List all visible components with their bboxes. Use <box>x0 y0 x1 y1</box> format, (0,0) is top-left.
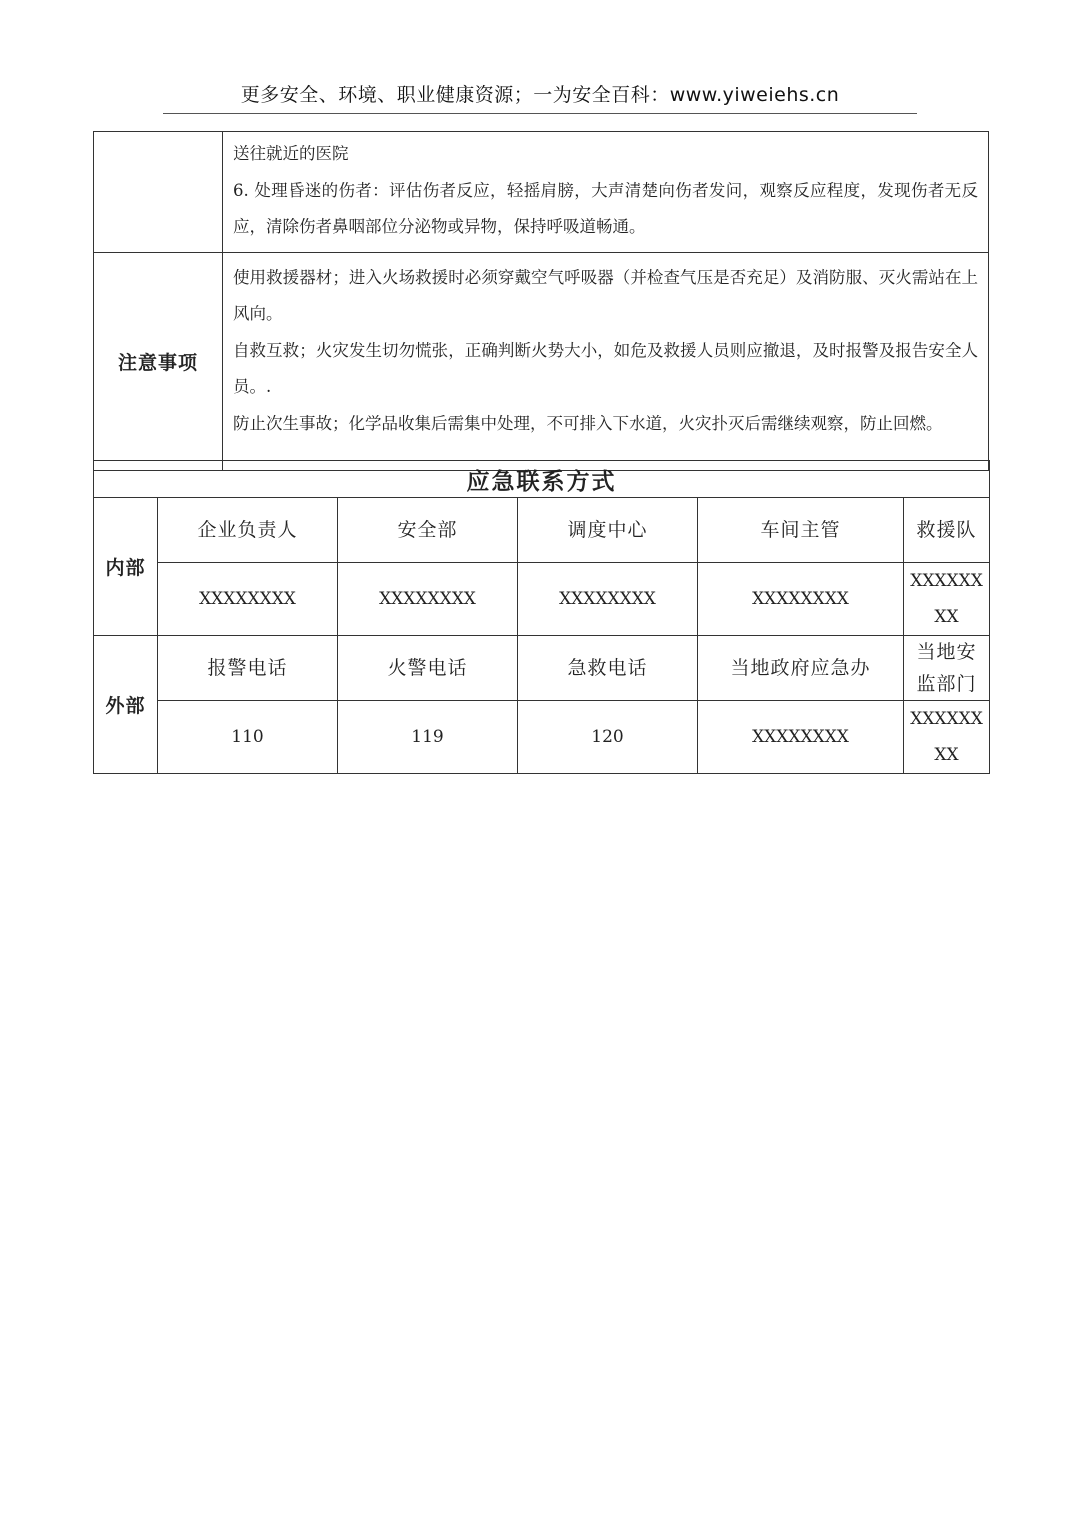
contact-value-cell: XXXXXXXX <box>338 563 518 636</box>
external-header-row <box>94 636 990 701</box>
emergency-contact-table <box>93 460 990 774</box>
contact-header-cell: 企业负责人 <box>158 498 338 563</box>
first-aid-label-cell <box>94 132 223 253</box>
notes-row <box>94 252 989 470</box>
contact-title: 应急联系方式 <box>94 461 990 498</box>
page-header: 更多安全、环境、职业健康资源；一为安全百科：www.yiweiehs.cn <box>240 84 840 106</box>
first-aid-row <box>94 132 989 253</box>
contact-header-cell: 当地安监部门 <box>904 636 990 701</box>
internal-label: 内部 <box>94 498 158 636</box>
contact-header-cell: 火警电话 <box>338 636 518 701</box>
contact-header-cell: 车间主管 <box>698 498 904 563</box>
contact-header-cell: 当地政府应急办 <box>698 636 904 701</box>
contact-value-cell: XXXXXXXX <box>698 701 904 774</box>
procedure-table <box>93 131 989 471</box>
first-aid-line: 6. 处理昏迷的伤者：评估伤者反应，轻摇肩膀，大声清楚向伤者发问，观察反应程度，发现伤者无反应，清除伤者鼻咽部位分泌物或异物，保持呼吸道畅通。 <box>233 180 978 236</box>
note-item: 防止次生事故；化学品收集后需集中处理，不可排入下水道，火灾扑灭后需继续观察，防止回燃。 <box>233 413 943 433</box>
first-aid-line: 送往就近的医院 <box>233 144 349 163</box>
first-aid-content-cell <box>223 132 989 253</box>
internal-value-row <box>94 563 990 636</box>
external-label: 外部 <box>94 636 158 774</box>
contact-value-cell: XXXXXXXX <box>904 563 990 636</box>
contact-value-cell: XXXXXXXX <box>698 563 904 636</box>
contact-header-cell: 救援队 <box>904 498 990 563</box>
note-item: 自救互救；火灾发生切勿慌张，正确判断火势大小，如危及救援人员则应撤退，及时报警及报告安全人员。. <box>233 340 978 396</box>
notes-content-cell <box>223 252 989 470</box>
contact-value-cell: XXXXXXXX <box>518 563 698 636</box>
external-value-row <box>94 701 990 774</box>
internal-header-row <box>94 498 990 563</box>
contact-value-cell: XXXXXXXX <box>158 563 338 636</box>
contact-header-cell: 急救电话 <box>518 636 698 701</box>
contact-value-cell: 110 <box>158 701 338 774</box>
contact-header-cell: 安全部 <box>338 498 518 563</box>
header-divider <box>163 113 917 114</box>
contact-value-cell: 119 <box>338 701 518 774</box>
notes-label: 注意事项 <box>94 252 223 470</box>
contact-value-cell: 120 <box>518 701 698 774</box>
note-item: 使用救援器材；进入火场救援时必须穿戴空气呼吸器（并检查气压是否充足）及消防服、灭火需站在上风向。 <box>233 267 978 323</box>
contact-header-cell: 调度中心 <box>518 498 698 563</box>
contact-value-cell: XXXXXXXX <box>904 701 990 774</box>
contact-header-cell: 报警电话 <box>158 636 338 701</box>
